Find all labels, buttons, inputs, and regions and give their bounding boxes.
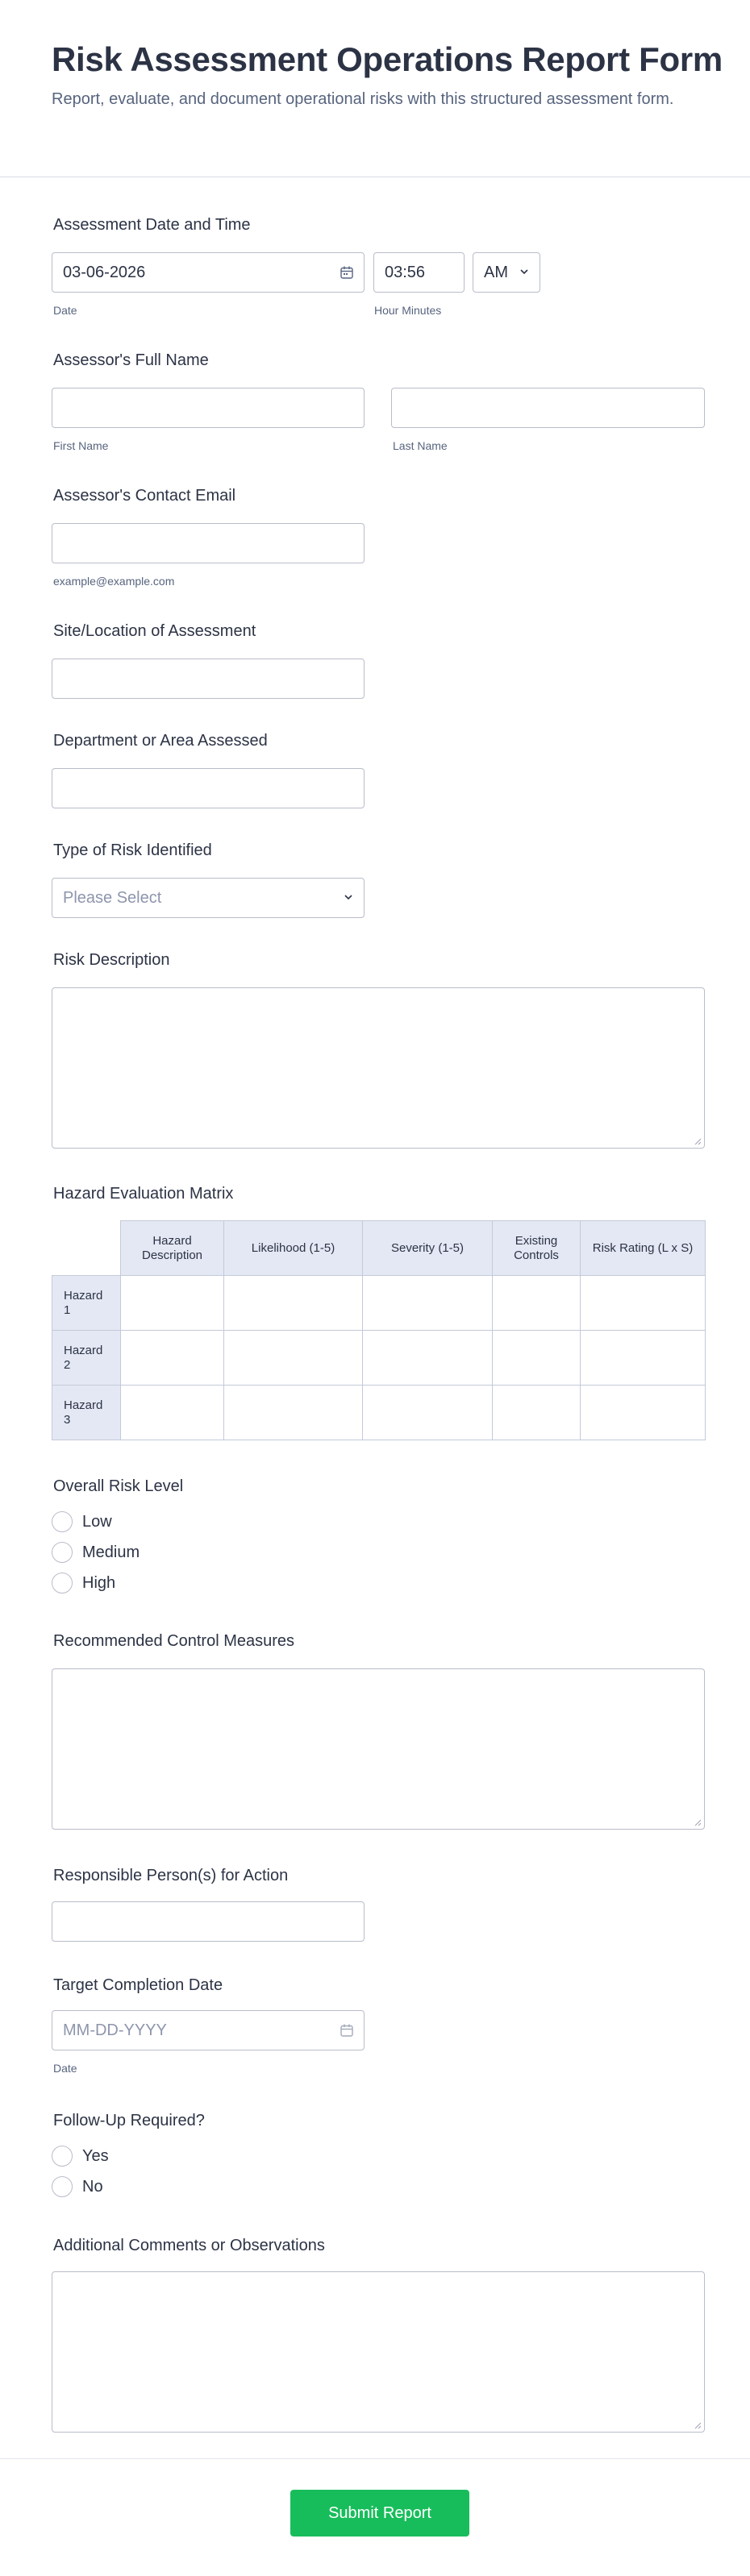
- matrix-row: [52, 1386, 706, 1440]
- ampm-select[interactable]: [473, 252, 540, 293]
- risk-type-select[interactable]: [52, 878, 365, 918]
- matrix-cell[interactable]: [493, 1276, 581, 1331]
- chevron-down-icon: [519, 266, 530, 277]
- matrix-cell[interactable]: [363, 1276, 493, 1331]
- radio-circle[interactable]: [52, 2176, 73, 2197]
- matrix-cell[interactable]: [581, 1386, 706, 1440]
- site-location-label: Site/Location of Assessment: [53, 622, 256, 640]
- matrix-column-header: Risk Rating (L x S): [581, 1221, 706, 1276]
- radio-circle[interactable]: [52, 1511, 73, 1532]
- time-input[interactable]: [373, 252, 465, 293]
- matrix-cell[interactable]: [121, 1331, 224, 1386]
- radio-label: Yes: [82, 2146, 109, 2165]
- calendar-icon[interactable]: [340, 2023, 354, 2038]
- radio-label: High: [82, 1573, 116, 1592]
- matrix-row-header: Hazard 1: [52, 1276, 121, 1331]
- resize-handle-icon[interactable]: [694, 2422, 701, 2429]
- matrix-row-header: Hazard 3: [52, 1386, 121, 1440]
- additional-comments-label: Additional Comments or Observations: [53, 2237, 325, 2254]
- radio-option-yes[interactable]: [52, 2145, 109, 2167]
- radio-option-medium[interactable]: [52, 1541, 140, 1564]
- site-location-input[interactable]: [52, 659, 365, 699]
- matrix-cell[interactable]: [121, 1386, 224, 1440]
- department-label: Department or Area Assessed: [53, 732, 268, 750]
- follow-up-label: Follow-Up Required?: [53, 2112, 205, 2129]
- form-subtitle: Report, evaluate, and document operational risks with this structured assessment form.: [52, 90, 674, 108]
- target-date-placeholder: MM-DD-YYYY: [63, 2021, 167, 2039]
- time-value: 03:56: [385, 263, 426, 281]
- radio-circle[interactable]: [52, 1573, 73, 1593]
- radio-label: No: [82, 2177, 103, 2196]
- resize-handle-icon[interactable]: [694, 1819, 701, 1826]
- last-name-input[interactable]: [391, 388, 705, 428]
- last-name-sublabel: Last Name: [393, 439, 448, 452]
- assessment-date-value: 03-06-2026: [63, 263, 146, 281]
- form-header: [0, 0, 750, 177]
- matrix-cell[interactable]: [224, 1276, 363, 1331]
- additional-comments-textarea[interactable]: [52, 2271, 705, 2433]
- time-sublabel: Hour Minutes: [374, 304, 442, 317]
- assessor-email-label: Assessor's Contact Email: [53, 487, 236, 505]
- matrix-column-header: Existing Controls: [493, 1221, 581, 1276]
- submit-button[interactable]: Submit Report: [290, 2490, 469, 2537]
- email-field[interactable]: [52, 523, 365, 563]
- matrix-row: [52, 1276, 706, 1331]
- matrix-corner: [52, 1221, 121, 1276]
- matrix-cell[interactable]: [493, 1331, 581, 1386]
- matrix-cell[interactable]: [224, 1331, 363, 1386]
- first-name-sublabel: First Name: [53, 439, 109, 452]
- target-date-input[interactable]: [52, 2010, 365, 2050]
- responsible-person-label: Responsible Person(s) for Action: [53, 1867, 289, 1884]
- date-sublabel: Date: [53, 304, 77, 317]
- target-date-label: Target Completion Date: [53, 1976, 223, 1994]
- radio-option-no[interactable]: [52, 2175, 103, 2198]
- form-title: Risk Assessment Operations Report Form: [52, 40, 723, 78]
- matrix-column-header: Severity (1-5): [363, 1221, 493, 1276]
- radio-circle[interactable]: [52, 1542, 73, 1563]
- assessor-name-label: Assessor's Full Name: [53, 351, 209, 369]
- first-name-input[interactable]: [52, 388, 365, 428]
- radio-option-low[interactable]: [52, 1510, 112, 1533]
- matrix-cell[interactable]: [121, 1276, 224, 1331]
- assessment-date-input[interactable]: [52, 252, 365, 293]
- radio-label: Medium: [82, 1543, 140, 1561]
- control-measures-textarea[interactable]: [52, 1668, 705, 1830]
- hazard-evaluation-matrix: [52, 1220, 706, 1440]
- target-date-sublabel: Date: [53, 2062, 77, 2075]
- radio-option-high[interactable]: [52, 1572, 115, 1594]
- risk-description-textarea[interactable]: [52, 987, 705, 1149]
- matrix-cell[interactable]: [493, 1386, 581, 1440]
- resize-handle-icon[interactable]: [694, 1138, 701, 1145]
- radio-circle[interactable]: [52, 2146, 73, 2167]
- matrix-cell[interactable]: [363, 1331, 493, 1386]
- risk-description-label: Risk Description: [53, 951, 170, 969]
- ampm-value: AM: [484, 263, 508, 281]
- matrix-cell[interactable]: [224, 1386, 363, 1440]
- matrix-cell[interactable]: [363, 1386, 493, 1440]
- hazard-matrix-label: Hazard Evaluation Matrix: [53, 1185, 234, 1203]
- overall-risk-label: Overall Risk Level: [53, 1477, 184, 1495]
- risk-type-placeholder: Please Select: [63, 888, 162, 907]
- assessment-datetime-label: Assessment Date and Time: [53, 216, 251, 234]
- responsible-person-input[interactable]: [52, 1901, 365, 1942]
- matrix-row-header: Hazard 2: [52, 1331, 121, 1386]
- matrix-column-header: Hazard Description: [121, 1221, 224, 1276]
- matrix-row: [52, 1331, 706, 1386]
- chevron-down-icon: [343, 891, 354, 903]
- matrix-column-header: Likelihood (1-5): [224, 1221, 363, 1276]
- email-sublabel: example@example.com: [53, 575, 175, 588]
- footer-divider: [0, 2458, 750, 2459]
- matrix-cell[interactable]: [581, 1331, 706, 1386]
- risk-type-label: Type of Risk Identified: [53, 841, 212, 859]
- matrix-cell[interactable]: [581, 1276, 706, 1331]
- radio-label: Low: [82, 1512, 112, 1531]
- department-input[interactable]: [52, 768, 365, 808]
- calendar-icon[interactable]: [340, 265, 354, 280]
- control-measures-label: Recommended Control Measures: [53, 1632, 295, 1650]
